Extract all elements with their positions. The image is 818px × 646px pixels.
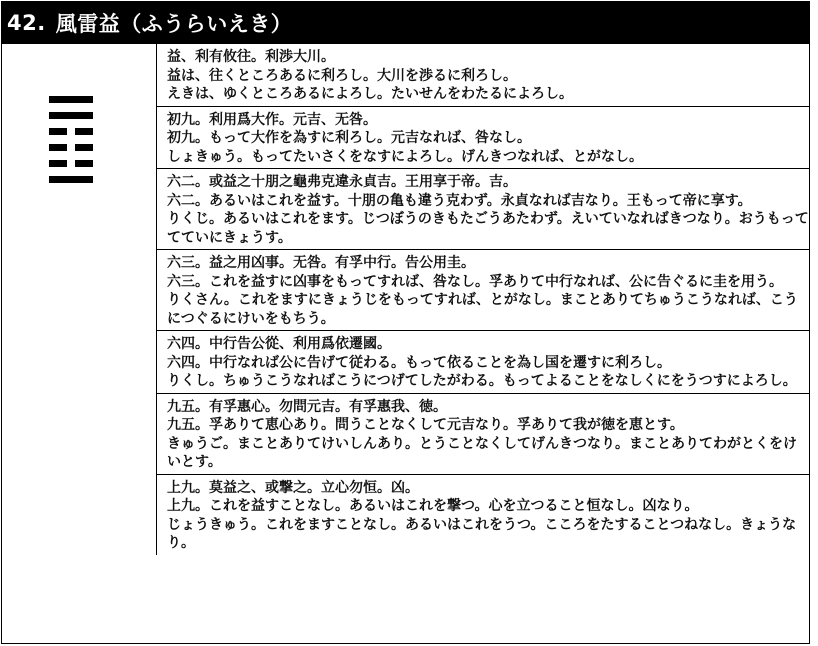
japanese-reading: 六三。これを益すに凶事をもってすれば、咎なし。孚ありて中行なれば、公に告ぐるに圭を用う。	[167, 273, 783, 290]
hexagram-title: 風雷益（ふうらいえき）	[55, 11, 293, 36]
kana-reading: えきは、ゆくところあるによろし。たいせんをわたるによろし。	[167, 86, 573, 102]
text-rows	[156, 44, 810, 555]
classical-text: 六二。或益之十朋之龜弗克違永貞吉。王用享于帝。吉。	[167, 174, 517, 190]
hexagram-number: 42.	[7, 10, 46, 35]
kana-reading: じょうきゅう。これをますことなし。あるいはこれをうつ。こころをたすることつねなし。きょうなり。	[167, 516, 797, 551]
hexagram-yi-icon	[49, 96, 93, 192]
hexagram-line-yang	[49, 112, 93, 119]
hexagram-line-yin	[49, 128, 93, 135]
hexagram-line-yin	[49, 160, 93, 167]
japanese-reading: 六四。中行なれば公に告げて従わる。もって依ることを為し国を遷すに利ろし。	[167, 354, 671, 371]
line-text-row	[156, 394, 810, 475]
japanese-reading: 益は、往くところあるに利ろし。大川を渉るに利ろし。	[167, 67, 517, 84]
line-text-row	[156, 331, 810, 394]
classical-text: 六四。中行告公從、利用爲依遷國。	[167, 336, 391, 352]
kana-reading: しょきゅう。もってたいさくをなすによろし。げんきつなれば、とがなし。	[167, 148, 643, 165]
classical-text: 六三。益之用凶事。无咎。有孚中行。告公用圭。	[167, 255, 475, 271]
japanese-reading: 上九。これを益すことなし。あるいはこれを撃つ。心を立つること恒なし。凶なり。	[167, 498, 699, 514]
classical-text: 九五。有孚惠心。勿問元吉。有孚惠我、徳。	[167, 398, 447, 415]
line-text-row	[156, 44, 810, 107]
classical-text: 益、利有攸往。利渉大川。	[167, 49, 335, 65]
hexagram-line-yang	[49, 176, 93, 183]
page-header	[1, 1, 810, 44]
hexagram-line-yin	[49, 144, 93, 151]
japanese-reading: 九五。孚ありて恵心あり。問うことなくして元吉なり。孚ありて我が徳を恵とす。	[167, 417, 684, 433]
hexagram-line-yang	[49, 96, 93, 103]
line-text-row	[156, 107, 810, 170]
line-text-row	[156, 169, 810, 250]
kana-reading: りくじ。あるいはこれをます。じつぼうのきもたごうあたわず。えいていなればきつなり。おうもっててていにきょうす。	[167, 211, 809, 246]
classical-text: 上九。莫益之、或撃之。立心勿恒。凶。	[167, 479, 419, 496]
line-text-row	[156, 250, 810, 331]
kana-reading: りくさん。これをますにきょうじをもってすれば、とがなし。まことありてちゅうこうなれば、こうにつぐるにけいをもちう。	[167, 292, 798, 327]
kana-reading: りくし。ちゅうこうなればこうにつげてしたがわる。もってよることをなしくにをうつすによろし。	[167, 373, 797, 389]
classical-text: 初九。利用爲大作。元吉、无咎。	[167, 111, 377, 128]
japanese-reading: 六二。あるいはこれを益す。十朋の亀も違う克わず。永貞なれば吉なり。王もって帝に享す。	[167, 192, 752, 209]
kana-reading: きゅうご。まことありてけいしんあり。とうことなくしてげんきつなり。まことありてわがとくをけいとす。	[167, 435, 797, 470]
japanese-reading: 初九。もって大作を為すに利ろし。元吉なれば、咎なし。	[167, 130, 531, 146]
line-text-row	[156, 475, 810, 555]
